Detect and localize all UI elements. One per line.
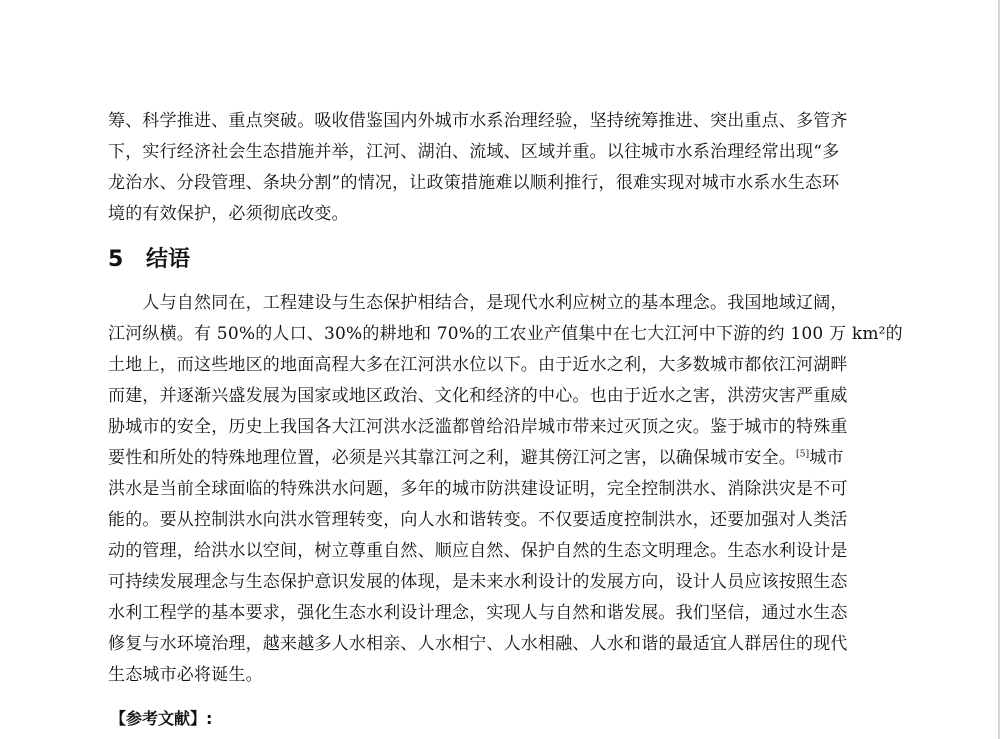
paragraph-2-line: 而建，并逐渐兴盛发展为国家或地区政治、文化和经济的中心。也由于近水之害，洪涝灾害严重威 [108, 386, 848, 406]
paragraph-2-line: 胁城市的安全，历史上我国各大江河洪水泛滥都曾给沿岸城市带来过灭顶之灾。鉴于城市的特殊重 [108, 417, 848, 437]
paragraph-2-line: 洪水是当前全球面临的特殊洪水问题，多年的城市防洪建设证明，完全控制洪水、消除洪灾是不可 [108, 479, 848, 499]
paragraph-2-line: 人与自然同在，工程建设与生态保护相结合，是现代水利应树立的基本理念。我国地域辽阔， [108, 293, 848, 313]
paragraph-1-line: 龙治水、分段管理、条块分割”的情况，让政策措施难以顺利推行，很难实现对城市水系水生态环 [108, 173, 840, 193]
paragraph-2-text: 城市 [809, 448, 844, 468]
paragraph-2-line: 土地上，而这些地区的地面高程大多在江河洪水位以下。由于近水之利，大多数城市都依江河湖畔 [108, 355, 848, 375]
paragraph-2-line: 动的管理，给洪水以空间，树立尊重自然、顺应自然、保护自然的生态文明理念。生态水利设计是 [108, 541, 848, 561]
paragraph-2-text: 要性和所处的特殊地理位置，必须是兴其靠江河之利，避其傍江河之害，以确保城市安全。 [108, 448, 796, 468]
references-heading: 【参考文献】: [110, 709, 213, 728]
section-heading [108, 246, 190, 274]
section-number: 5 [108, 247, 124, 272]
paragraph-2-line-with-citation [108, 447, 908, 469]
paragraph-1-line: 筹、科学推进、重点突破。吸收借鉴国内外城市水系治理经验，坚持统筹推进、突出重点、多管齐 [108, 111, 848, 131]
paragraph-1-line: 境的有效保护，必须彻底改变。 [108, 204, 349, 224]
section-title: 结语 [146, 247, 191, 272]
paragraph-1-line: 下，实行经济社会生态措施并举，江河、湖泊、流域、区域并重。以往城市水系治理经常出现“多 [108, 142, 840, 162]
citation-marker: [5] [796, 449, 810, 460]
paragraph-2-line: 水利工程学的基本要求，强化生态水利设计理念，实现人与自然和谐发展。我们坚信，通过水生态 [108, 603, 848, 623]
paragraph-2-line: 可持续发展理念与生态保护意识发展的体现，是未来水利设计的发展方向，设计人员应该按照生态 [108, 572, 848, 592]
paragraph-2-line: 能的。要从控制洪水向洪水管理转变，向人水和谐转变。不仅要适度控制洪水，还要加强对人类活 [108, 510, 848, 530]
paragraph-2-line: 江河纵横。有 50%的人口、30%的耕地和 70%的工农业产值集中在七大江河中下游的约 100 万 km²的 [108, 324, 903, 344]
paragraph-2-line: 修复与水环境治理，越来越多人水相亲、人水相宁、人水相融、人水和谐的最适宜人群居住的现代 [108, 634, 848, 654]
paragraph-2-line: 生态城市必将诞生。 [108, 665, 263, 685]
